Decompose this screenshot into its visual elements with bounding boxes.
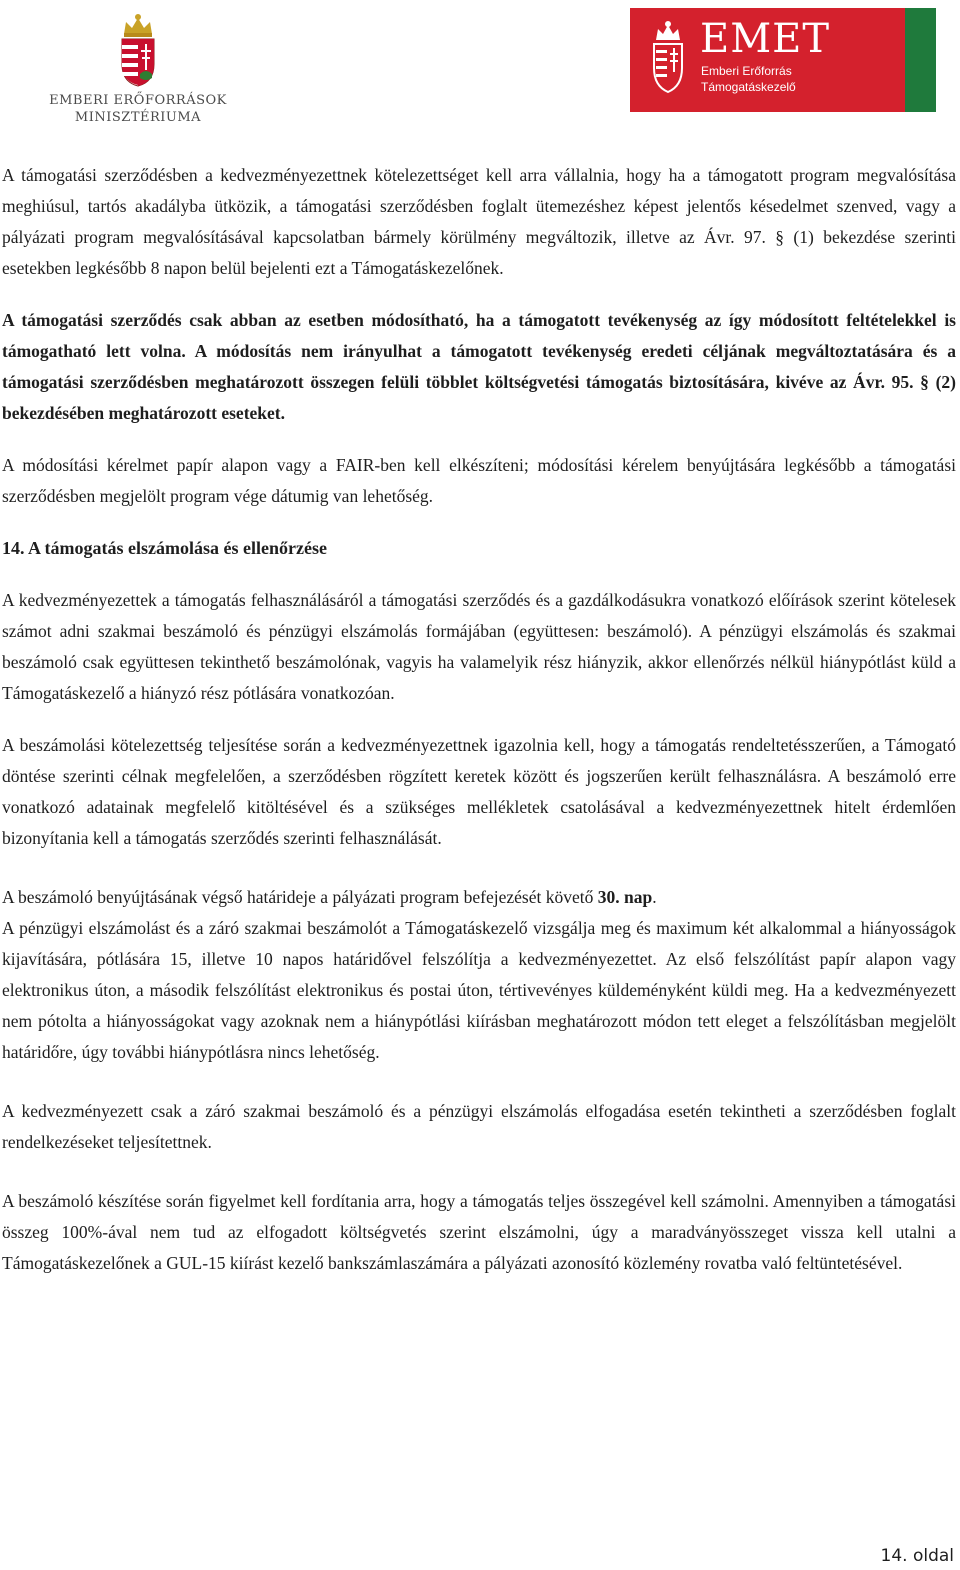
paragraph-1: A támogatási szerződésben a kedvezményezettnek kötelezettséget kell arra vállalnia, hogy ha a támogatott program megvalósítása meghiúsul, tartós akadályba ütközik, a támogatási szerződésben foglalt ütemezéshez képest jelentős késedelmet szenved, vagy a pályázati program megvalósításával kapcsolatban bármely körülmény megváltozik, illetve az Ávr. 97. § (1) bekezdése szerinti esetekben legkésőbb 8 napon belül bejelenti ezt a Támogatáskezelőnek. <box>2 165 956 278</box>
emet-logo-sub1: Emberi Erőforrás <box>701 64 792 78</box>
deadline-days: 30. nap <box>597 887 653 907</box>
emet-crest-icon <box>648 20 688 98</box>
paragraph-4: A kedvezményezettek a támogatás felhasználásáról a támogatási szerződés és a gazdálkodásukra vonatkozó előírások szerint kötelesek számot adni szakmai beszámoló és pénzügyi elszámolás formájában (együttesen: beszámoló). A pénzügyi elszámolás és szakmai beszámoló csak együttesen tekinthető beszámolónak, vagyis ha valamelyik rész hiányzik, akkor ellenőrzés nélkül hiánypótlást küld a Támogatáskezelő a hiányzó rész pótlására vonatkozóan. <box>2 590 956 703</box>
emet-logo-name: EMET <box>700 16 831 62</box>
paragraph-6-text: A beszámoló benyújtásának végső határideje a pályázati program befejezését követő <box>2 887 598 907</box>
emet-logo <box>630 8 936 112</box>
paragraph-5: A beszámolási kötelezettség teljesítése során a kedvezményezettnek igazolnia kell, hogy a támogatás rendeltetésszerűen, a Támogató döntése szerinti célnak megfelelően, a szerződésben rögzített keretek között és jogszerűen került felhasználásra. A beszámoló erre vonatkozó adatainak megfelelő kitöltésével és a szükséges mellékletek csatolásával a kedvezményezettnek hitelt érdemlően bizonyítania kell a támogatás szerződés szerinti felhasználását. <box>2 735 956 848</box>
page-header <box>0 0 960 140</box>
emmi-logo <box>48 12 228 130</box>
paragraph-7: A pénzügyi elszámolást és a záró szakmai beszámolót a Támogatáskezelő vizsgálja meg és maximum két alkalommal a hiányosságok kijavítására, pótlására 15, illetve 10 napos határidővel felszólítja a kedvezményezettet. Az első felszólítást papír alapon vagy elektronikus úton, a második felszólítást elektronikus és postai úton, tértivevényes küldeményként küldi meg. Ha a kedvezményezett nem pótolta a hiányosságokat vagy azoknak nem a hiánypótlási kiírásban meghatározott módon tett eleget a felszólításban megjelölt határidőre, úgy további hiánypótlásra nincs lehetőség. <box>2 918 956 1062</box>
page-number: 14. oldal <box>880 1546 954 1566</box>
paragraph-6 <box>2 882 956 913</box>
paragraph-9: A beszámoló készítése során figyelmet kell fordítania arra, hogy a támogatás teljes összegével kell számolni. Amennyiben a támogatási összeg 100%-ával nem tud az elfogadott költségvetés szerint elszámolni, úgy a maradványösszeget vissza kell utalni a Támogatáskezelőnek a GUL-15 kiírást kezelő bankszámlaszámára a pályázati azonosító közlemény rovatba való feltüntetésével. <box>2 1191 956 1273</box>
paragraph-3: A módosítási kérelmet papír alapon vagy a FAIR-ben kell elkészíteni; módosítási kérelem benyújtására legkésőbb a támogatási szerződésben megjelölt program vége dátumig van lehetőség. <box>2 455 956 506</box>
paragraph-2-bold: A támogatási szerződés csak abban az esetben módosítható, ha a támogatott tevékenység az így módosított feltételekkel is támogatható lett volna. A módosítás nem irányulhat a támogatott tevékenység eredeti céljának megváltoztatására és a támogatási szerződésben meghatározott összegen felüli többlet költségvetési támogatás biztosítására, kivéve az Ávr. 95. § (2) bekezdésében meghatározott eseteket. <box>2 310 956 423</box>
document-body <box>2 160 956 1279</box>
hungarian-coat-of-arms-icon <box>116 12 160 88</box>
emet-logo-green-panel <box>905 8 936 112</box>
section-heading: 14. A támogatás elszámolása és ellenőrzése <box>2 538 327 558</box>
paragraph-8: A kedvezményezett csak a záró szakmai beszámoló és a pénzügyi elszámolás elfogadása esetén tekintheti a szerződésben foglalt rendelkezéseket teljesítettnek. <box>2 1101 956 1152</box>
emet-logo-sub2: Támogatáskezelő <box>701 80 796 94</box>
emmi-line2: MINISZTÉRIUMA <box>74 110 202 125</box>
emmi-logo-text <box>48 92 228 126</box>
paragraph-6-end: . <box>652 887 657 907</box>
emmi-line1: EMBERI ERŐFORRÁSOK <box>49 93 227 108</box>
emet-logo-red-panel <box>630 8 905 112</box>
